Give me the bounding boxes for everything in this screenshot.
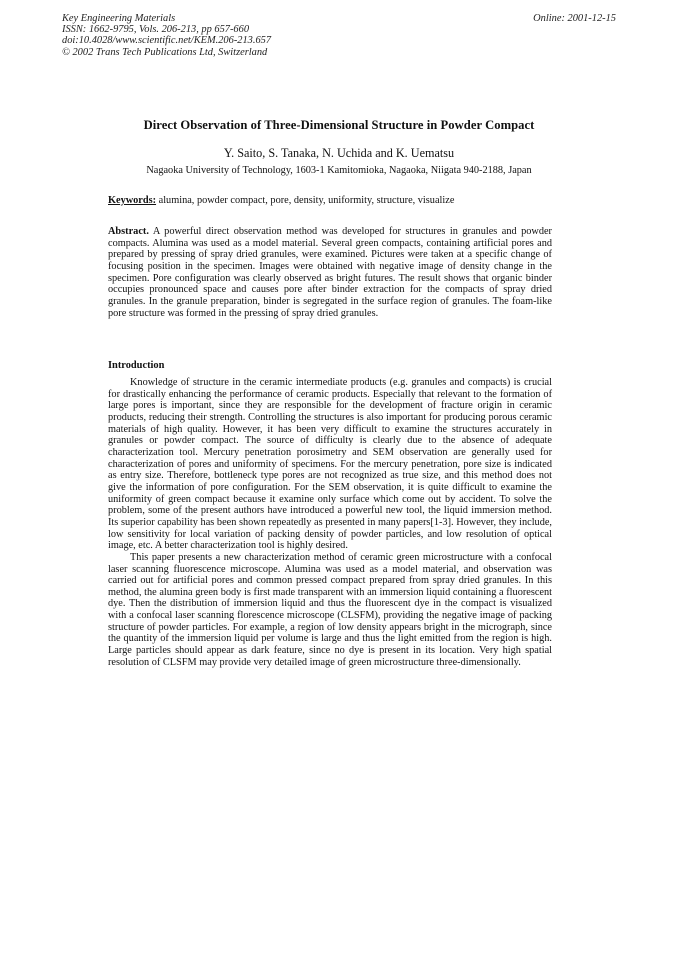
introduction-section: [108, 377, 552, 668]
copyright-line: © 2002 Trans Tech Publications Ltd, Switzerland: [62, 46, 268, 58]
abstract-label: Abstract.: [108, 226, 149, 237]
paper-authors: Y. Saito, S. Tanaka, N. Uchida and K. Uematsu: [223, 146, 455, 160]
paper-title: Direct Observation of Three-Dimensional Structure in Powder Compact: [143, 118, 535, 132]
intro-paragraph-1: Knowledge of structure in the ceramic intermediate products (e.g. granules and compacts) is crucial for drastically enhancing the performance of ceramic products. Especially that relevant to the formation of large pores is important, since they are responsible for the development of fracture origin in ceramic products, reducing their strength. Controlling the structures is also important for producing porous ceramic materials of high quality. However, it has been very difficult to examine the structures accurately in granules or powder compact. The source of difficulty is clearly due to the absence of adequate characterization tool. Mercury penetration porosimetry and SEM observation are generally used for characterization of pores and uniformity of specimens. For the mercury penetration, pore size is indicated as entry size. Therefore, bottleneck type pores are not recognized as true size, and this method does not give the information of pore configuration. For the SEM observation, it is quite difficult to examine the uniformity of green compact because it examine only surface which come out by accident. To solve the problem, some of the present authors have introduced a powerful new tool, the liquid immersion method. Its superior capability has been shown repeatedly as presented in many papers[1-3]. However, they include, low sensitivity for local variation of packing density of powder particles, and low resolution of optical image, etc. A better characterization tool is highly desired.: [108, 377, 552, 552]
abstract-section: [108, 226, 552, 319]
journal-header: [62, 13, 422, 58]
keywords-line: [108, 195, 568, 206]
keywords-label: Keywords:: [108, 195, 157, 206]
issn-line: ISSN: 1662-9795, Vols. 206-213, pp 657-660: [62, 24, 250, 36]
paper-affiliation: Nagaoka University of Technology, 1603-1 Kamitomioka, Nagaoka, Niigata 940-2188, Japan: [146, 165, 532, 176]
abstract-text: A powerful direct observation method was developed for structures in granules and powder compacts. Alumina was used as a model material. Several green compacts, containing artificial pores and prepared by pressing of spray dried granules, were examined. Pictures were taken at a specific change of focusing position in the specimen. Images were obtained with negative image of density change in the specimen. Pore configuration was clearly observed as bright futures. The result shows that organic binder occupies pronounced space and causes pore after binder extraction for the compacts of spray dried granules. In the granule preparation, binder is segregated in the surface region of granules. The foam-like pore structure was formed in the pressing of spray dried granules.: [108, 226, 552, 319]
journal-name: Key Engineering Materials: [62, 13, 176, 24]
doi-line: doi:10.4028/www.scientific.net/KEM.206-213.657: [62, 35, 272, 47]
keywords-list: alumina, powder compact, pore, density, uniformity, structure, visualize: [158, 195, 455, 206]
intro-paragraph-2: This paper presents a new characterization method of ceramic green microstructure with a confocal laser scanning fluorescence microscope. Alumina was used as a model material, and observation was carried out for artificial pores and common pressed compact prepared from spray dried granules. In this method, the alumina green body is first made transparent with an immersion liquid containing a fluorescent dye. Then the distribution of immersion liquid and thus the fluorescent dye in the compact is visualized with a confocal laser scanning florescence microscope (CLSFM), providing the negative image of packing structure of powder particles. For example, a region of low density appears bright in the micrograph, since the quantity of the immersion liquid per volume is large and thus the light emitted from the region is high. Large particles should appear as dark feature, since no dye is present in its location. Very high spatial resolution of CLSFM may provide very detailed image of green microstructure three-dimensionally.: [108, 551, 552, 668]
online-date: Online: 2001-12-15: [533, 13, 616, 24]
introduction-heading: Introduction: [108, 360, 165, 371]
